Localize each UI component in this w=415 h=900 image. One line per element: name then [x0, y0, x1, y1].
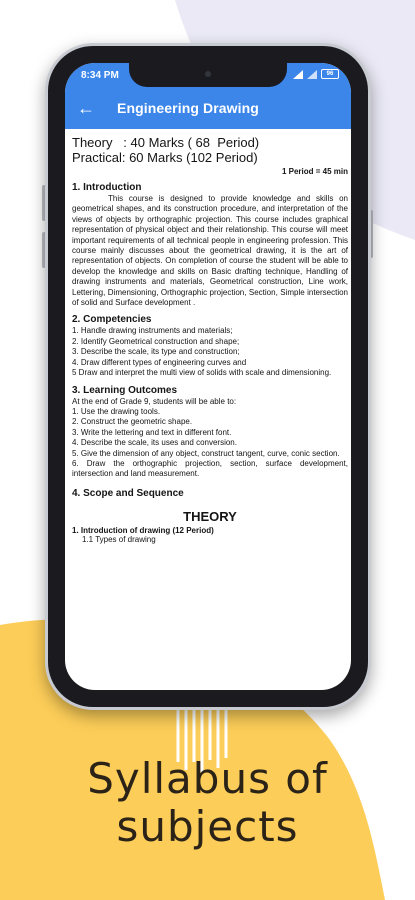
promo-caption	[0, 754, 415, 854]
status-icons	[293, 69, 339, 79]
section-heading-competencies: 2. Competencies	[72, 314, 152, 326]
list-item: 4. Describe the scale, its uses and conversion.	[72, 438, 237, 448]
list-item: 1. Use the drawing tools.	[72, 406, 161, 416]
camera-icon	[205, 71, 211, 77]
list-item: 2. Identify Geometrical construction and shape;	[72, 336, 240, 346]
back-arrow-icon[interactable]: ←	[77, 98, 95, 118]
introduction-text: This course is designed to provide knowledge and skills on geometrical shapes, and its construction procedure, and interpretation of the views of objects by orthographic projection. This course includes graphical representation of physical object and their relationship. This course will meet important requirements of all technical people in engineering profession. This course mainly discusses about the geometrical drawing, it is the art of representation of objects. On completion of course the student will be able to develop the knowledge and skills on Basic drafting technique, Handling of drawing instruments and materials, Geometrical construction, Line work, Lettering, Dimensioning, Orthographic projection, Section, Simple intersection of solid and Surface development .	[72, 194, 348, 308]
section-heading-introduction: 1. Introduction	[72, 182, 142, 193]
phone-notch	[129, 63, 287, 87]
learning-outcomes-intro: At the end of Grade 9, students will be able to:	[72, 396, 237, 406]
page-title: Engineering Drawing	[117, 100, 259, 116]
syllabus-document[interactable]	[72, 135, 348, 544]
unit-subtopic: 1.1 Types of drawing	[82, 534, 156, 544]
list-item: 5 Draw and interpret the multi view of solids with scale and dimensioning.	[72, 368, 332, 378]
wifi-icon	[307, 70, 317, 79]
phone-frame	[45, 43, 371, 710]
phone-screen	[65, 63, 351, 690]
list-item: 6. Draw the orthographic projection, section, surface development, intersection and land measurement.	[72, 458, 348, 479]
unit-title: 1. Introduction of drawing (12 Period)	[72, 525, 214, 535]
list-item: 1. Handle drawing instruments and materials;	[72, 326, 233, 336]
signal-icon	[293, 70, 303, 79]
period-note: 1 Period = 45 min	[281, 167, 348, 176]
list-item: 3. Describe the scale, its type and construction;	[72, 347, 240, 357]
list-item: 5. Give the dimension of any object, construct tangent, curve, conic section.	[72, 448, 340, 458]
theory-title: THEORY	[183, 508, 237, 524]
list-item: 3. Write the lettering and text in different font.	[72, 427, 232, 437]
list-item: 2. Construct the geometric shape.	[72, 417, 193, 427]
caption-line-1: Syllabus of	[87, 754, 328, 803]
caption-line-2: subjects	[116, 802, 299, 851]
battery-icon: 96	[321, 69, 339, 79]
practical-marks: Practical: 60 Marks (102 Period)	[72, 150, 258, 165]
app-bar	[65, 89, 351, 129]
section-heading-scope: 4. Scope and Sequence	[72, 487, 184, 499]
section-heading-learning-outcomes: 3. Learning Outcomes	[72, 384, 178, 396]
theory-marks: Theory : 40 Marks ( 68 Period)	[72, 135, 260, 150]
list-item: 4. Draw different types of engineering curves and	[72, 357, 247, 367]
status-time: 8:34 PM	[81, 70, 119, 81]
